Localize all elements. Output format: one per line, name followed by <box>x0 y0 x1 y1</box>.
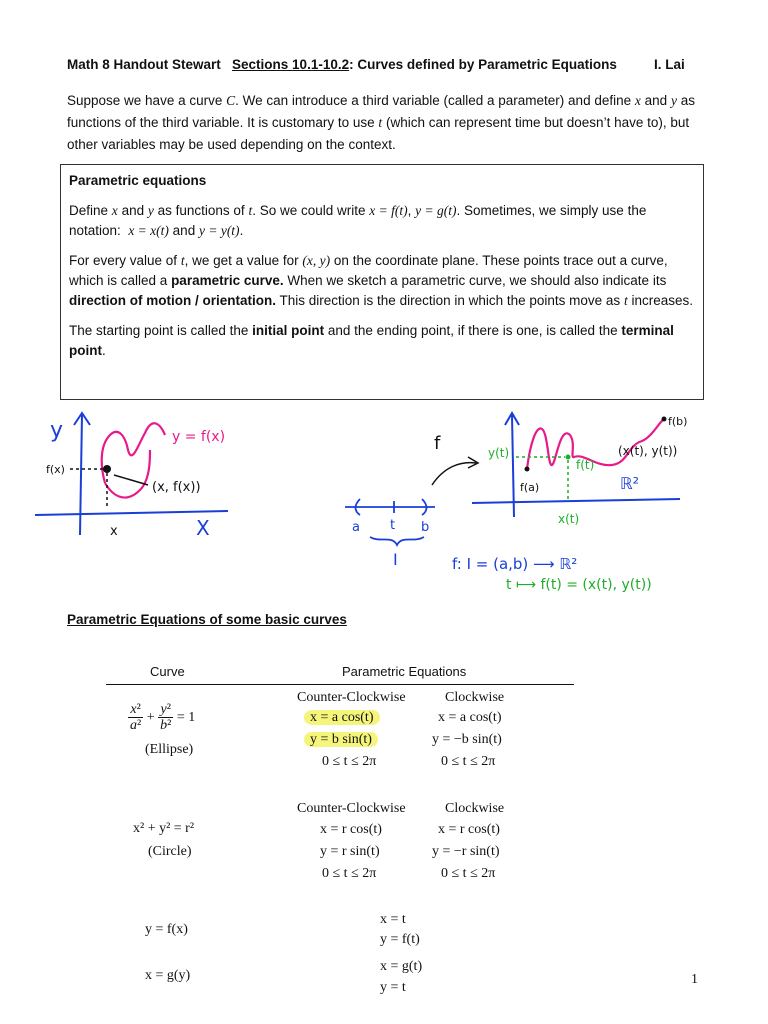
math-t: t <box>180 253 185 268</box>
ellipse-cw-x: x = a cos(t) <box>438 710 502 725</box>
circle-cw-y: y = −r sin(t) <box>432 844 500 859</box>
gy-equation: x = g(y) <box>145 968 191 983</box>
gy-param-x: x = g(t) <box>380 959 423 974</box>
text: For every value of <box>69 253 178 268</box>
box-every <box>69 251 695 311</box>
term-direction: direction of motion / orientation. <box>69 293 276 308</box>
page-header <box>67 57 707 72</box>
label-curve: y = f(x) <box>172 429 226 445</box>
intro-text: (which can represent time but doesn’t have to), but other variables may be used depending on the context. <box>67 115 690 152</box>
math-t: t <box>623 293 628 308</box>
label-fa: f(a) <box>520 481 540 494</box>
intro-text: as functions of the third variable. It is customary to use <box>67 93 695 130</box>
label-I: I <box>393 550 398 569</box>
text: . Sometimes, we simply use the notation: <box>69 203 647 238</box>
label-fx: f(x) <box>46 463 65 476</box>
highlight: y = b sin(t) <box>304 732 378 747</box>
term-parametric-curve: parametric curve. <box>171 273 284 288</box>
circle-ccw-range: 0 ≤ t ≤ 2π <box>322 866 377 881</box>
math-eq: x = f(t) <box>369 203 408 218</box>
intro-text: . We can introduce a third variable (called a parameter) and define <box>235 93 632 108</box>
col-header-curve: Curve <box>150 664 185 679</box>
gy-param-y: y = t <box>380 980 406 995</box>
math-t: t <box>248 203 253 218</box>
math-x: x <box>111 203 118 218</box>
circle-name: (Circle) <box>148 844 192 859</box>
box-title: Parametric equations <box>69 173 207 188</box>
fx-param-y: y = f(t) <box>380 932 420 947</box>
term-terminal-point: terminal point <box>69 323 674 358</box>
box-define: Define x and y as functions of t. So we could write x = f(t), y = g(t). Sometimes, we simply use the notation: x = x(t) and y = y(t). <box>69 203 647 238</box>
label-f: f <box>434 433 441 454</box>
point-ft <box>566 455 571 460</box>
math-xy: (x, y) <box>302 253 331 268</box>
intro-paragraph <box>67 90 707 156</box>
label-fb: f(b) <box>668 415 688 428</box>
label-a: a <box>352 520 360 535</box>
circle-cw-x: x = r cos(t) <box>438 822 500 837</box>
math-y: y <box>147 203 154 218</box>
label-t: t <box>390 518 396 533</box>
text: and the ending point, if there is one, is called the <box>327 323 618 338</box>
math-t: t <box>378 115 383 130</box>
label-X: X <box>196 516 210 540</box>
ellipse-ccw-y <box>304 732 378 748</box>
text: and <box>172 223 196 238</box>
math-C: C <box>226 93 236 108</box>
math-eq: x = x(t) <box>128 223 169 238</box>
map-arrow <box>432 463 476 485</box>
math-y: y <box>670 93 677 108</box>
header-course: Math 8 Handout Stewart <box>67 57 221 72</box>
handwritten-sketch <box>0 405 768 605</box>
ellipse-cw-header: Clockwise <box>445 690 505 705</box>
circle-cw-header: Clockwise <box>445 801 505 816</box>
text: . So we could write <box>252 203 366 218</box>
intro-text: Suppose we have a curve <box>67 93 223 108</box>
box-points <box>69 321 695 361</box>
fx-equation: y = f(x) <box>145 922 188 937</box>
curve-f-part <box>105 450 150 498</box>
page-number: 1 <box>691 972 698 987</box>
math-eq: y = g(t) <box>415 203 457 218</box>
text: The starting point is called the <box>69 323 249 338</box>
header-sections: Sections 10.1-10.2 <box>232 57 350 72</box>
text: on the coordinate plane. These points trace out a curve, which is called a <box>69 253 668 288</box>
ellipse-ccw-range: 0 ≤ t ≤ 2π <box>322 754 377 769</box>
text: , we get a value for <box>184 253 299 268</box>
label-b: b <box>421 520 430 535</box>
term-initial-point: initial point <box>252 323 325 338</box>
circle-ccw-header: Counter-Clockwise <box>297 801 406 816</box>
highlight: x = a cos(t) <box>304 710 380 725</box>
circle-cw-range: 0 ≤ t ≤ 2π <box>441 866 496 881</box>
label-x: x <box>110 524 118 539</box>
label-map1: f: I = (a,b) ⟶ ℝ² <box>452 555 578 573</box>
ellipse-equation: x² a² + y² b² = 1 <box>130 702 196 733</box>
label-point-xy: (x(t), y(t)) <box>618 444 678 458</box>
y-axis <box>80 415 82 535</box>
label-ft: f(t) <box>576 458 595 472</box>
curve-f <box>102 423 165 483</box>
ellipse-cw-y: y = −b sin(t) <box>432 732 502 747</box>
text: as functions of <box>157 203 245 218</box>
point-x-fx <box>103 465 111 473</box>
math-eq: y = y(t) <box>198 223 240 238</box>
initial-point <box>525 467 530 472</box>
interval-brace <box>370 537 424 545</box>
header-author: I. Lai <box>654 57 685 72</box>
table-rule <box>106 684 574 685</box>
text: . <box>102 343 106 358</box>
ellipse-ccw-x <box>304 710 380 726</box>
text: increases. <box>631 293 694 308</box>
col-header-eq: Parametric Equations <box>342 664 467 679</box>
point-arrow <box>114 475 148 485</box>
label-R2: ℝ² <box>620 474 640 493</box>
ellipse-name: (Ellipse) <box>145 742 194 757</box>
label-map2: t ⟼ f(t) = (x(t), y(t)) <box>506 577 652 593</box>
ellipse-ccw-header: Counter-Clockwise <box>297 690 406 705</box>
intro-text: and <box>644 93 668 108</box>
x-axis <box>35 511 228 515</box>
terminal-point <box>662 417 667 422</box>
text: This direction is the direction in which the points move as <box>279 293 621 308</box>
circle-equation: x² + y² = r² <box>133 821 195 836</box>
section-title: Parametric Equations of some basic curves <box>67 612 347 627</box>
label-xt: x(t) <box>558 512 580 526</box>
circle-ccw-x: x = r cos(t) <box>320 822 382 837</box>
ellipse-cw-range: 0 ≤ t ≤ 2π <box>441 754 496 769</box>
definition-box <box>60 164 704 400</box>
label-yt: y(t) <box>488 446 510 460</box>
label-point: (x, f(x)) <box>152 480 201 495</box>
label-y: y <box>50 418 64 443</box>
text: and <box>121 203 145 218</box>
text: When we sketch a parametric curve, we should also indicate its <box>287 273 667 288</box>
fx-param-x: x = t <box>380 912 406 927</box>
text: Define <box>69 203 109 218</box>
circle-ccw-y: y = r sin(t) <box>320 844 380 859</box>
math-x: x <box>634 93 641 108</box>
header-title: : Curves defined by Parametric Equations <box>349 57 617 72</box>
